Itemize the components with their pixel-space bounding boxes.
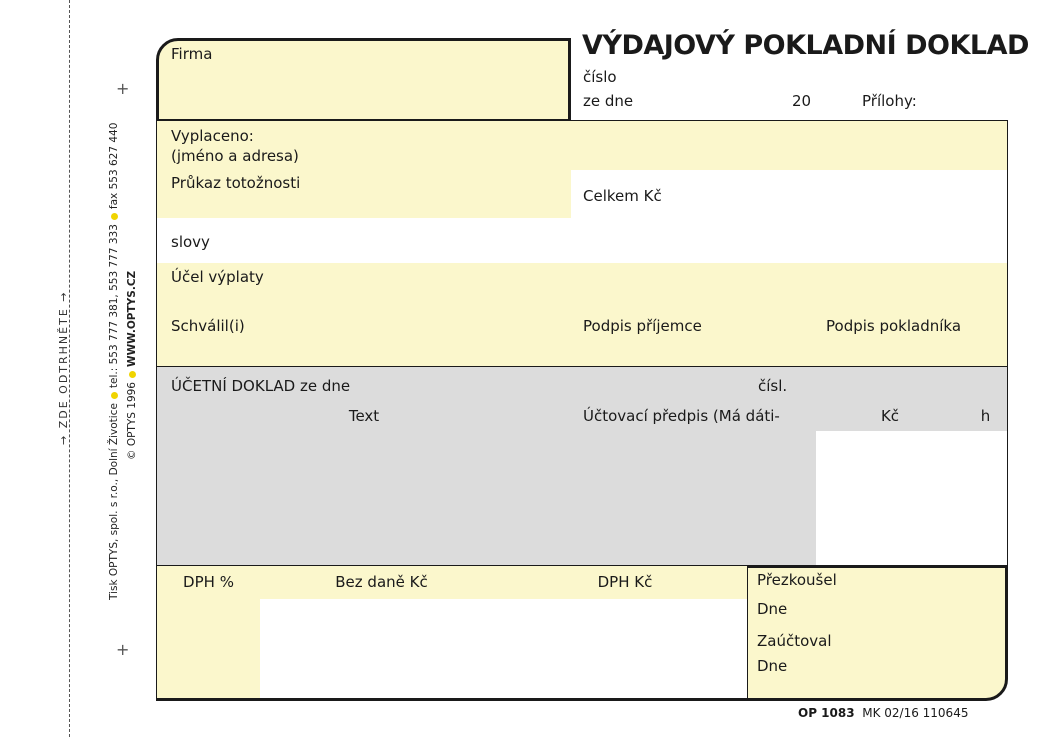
schvalil-label: Schválil(i) — [171, 317, 245, 335]
registration-mark: + — [116, 79, 130, 98]
table-row[interactable] — [157, 497, 572, 532]
prukaz-label: Průkaz totožnosti — [171, 174, 301, 192]
podpis-prijemce-label: Podpis příjemce — [583, 317, 702, 335]
firma-label: Firma — [171, 45, 213, 63]
table-row[interactable] — [571, 497, 817, 532]
vat-row[interactable] — [157, 666, 261, 698]
prilohy-label: Přílohy: — [862, 92, 917, 110]
vat-row[interactable] — [157, 599, 261, 633]
table-row[interactable] — [157, 531, 572, 565]
table-row[interactable] — [571, 464, 817, 498]
col-header-predpis: Účtovací předpis (Má dáti- — [571, 402, 817, 432]
year-label: 20 — [792, 92, 812, 110]
ucel-label: Účel výplaty — [171, 268, 264, 286]
dne-label-1: Dne — [757, 600, 788, 618]
col-header-kc: Kč — [816, 402, 965, 432]
tear-label: → ZDE ODTRHNĚTE → — [57, 290, 70, 445]
table-row[interactable] — [571, 531, 817, 565]
document-title: VÝDAJOVÝ POKLADNÍ DOKLAD — [582, 30, 1029, 61]
vat-col-bez-dane: Bez daně Kč — [260, 566, 504, 600]
accounting-header-right: čísl. — [758, 377, 788, 395]
prezkousel-label: Přezkoušel — [757, 571, 837, 589]
slovy-field[interactable] — [157, 218, 1007, 264]
firma-field[interactable] — [156, 38, 571, 122]
table-row[interactable] — [964, 497, 1007, 532]
col-header-h: h — [964, 402, 1007, 432]
table-row[interactable] — [157, 431, 572, 465]
table-row[interactable] — [571, 431, 817, 465]
vat-row[interactable] — [503, 599, 748, 633]
vat-row[interactable] — [503, 666, 748, 698]
table-row[interactable] — [964, 464, 1007, 498]
slovy-label: slovy — [171, 233, 210, 251]
vat-col-dph-kc: DPH Kč — [503, 566, 748, 600]
vat-row[interactable] — [157, 632, 261, 667]
table-row[interactable] — [964, 431, 1007, 465]
table-row[interactable] — [964, 531, 1007, 565]
table-row[interactable] — [816, 497, 965, 532]
table-row[interactable] — [816, 531, 965, 565]
table-row[interactable] — [816, 431, 965, 465]
table-row[interactable] — [157, 464, 572, 498]
vat-row[interactable] — [260, 666, 504, 698]
vat-row[interactable] — [503, 632, 748, 667]
vat-row[interactable] — [260, 599, 504, 633]
form-code: OP 1083 MK 02/16 110645 — [798, 706, 969, 720]
vat-row[interactable] — [260, 632, 504, 667]
dne-label-2: Dne — [757, 657, 788, 675]
celkem-label: Celkem Kč — [583, 187, 662, 205]
accounting-header-left: ÚČETNÍ DOKLAD ze dne — [171, 377, 351, 395]
cislo-label: číslo — [583, 68, 617, 86]
zauctoval-label: Zaúčtoval — [757, 632, 832, 650]
ucel-field[interactable] — [157, 263, 1007, 313]
ze-dne-label: ze dne — [583, 92, 634, 110]
vyplaceno-label: Vyplaceno: (jméno a adresa) — [171, 127, 299, 165]
copyright-info: © OPTYS 1996WWW.OPTYS.CZ — [126, 270, 138, 460]
table-row[interactable] — [816, 464, 965, 498]
printer-info: Tisk OPTYS, spol. s r.o., Dolní Životicetel.: 553 777 381, 553 777 333fax 553 627 440 — [108, 122, 120, 600]
registration-mark: + — [116, 640, 130, 659]
vat-col-dph-pct: DPH % — [157, 566, 261, 600]
col-header-text: Text — [157, 402, 572, 432]
podpis-pokladnika-label: Podpis pokladníka — [826, 317, 962, 335]
